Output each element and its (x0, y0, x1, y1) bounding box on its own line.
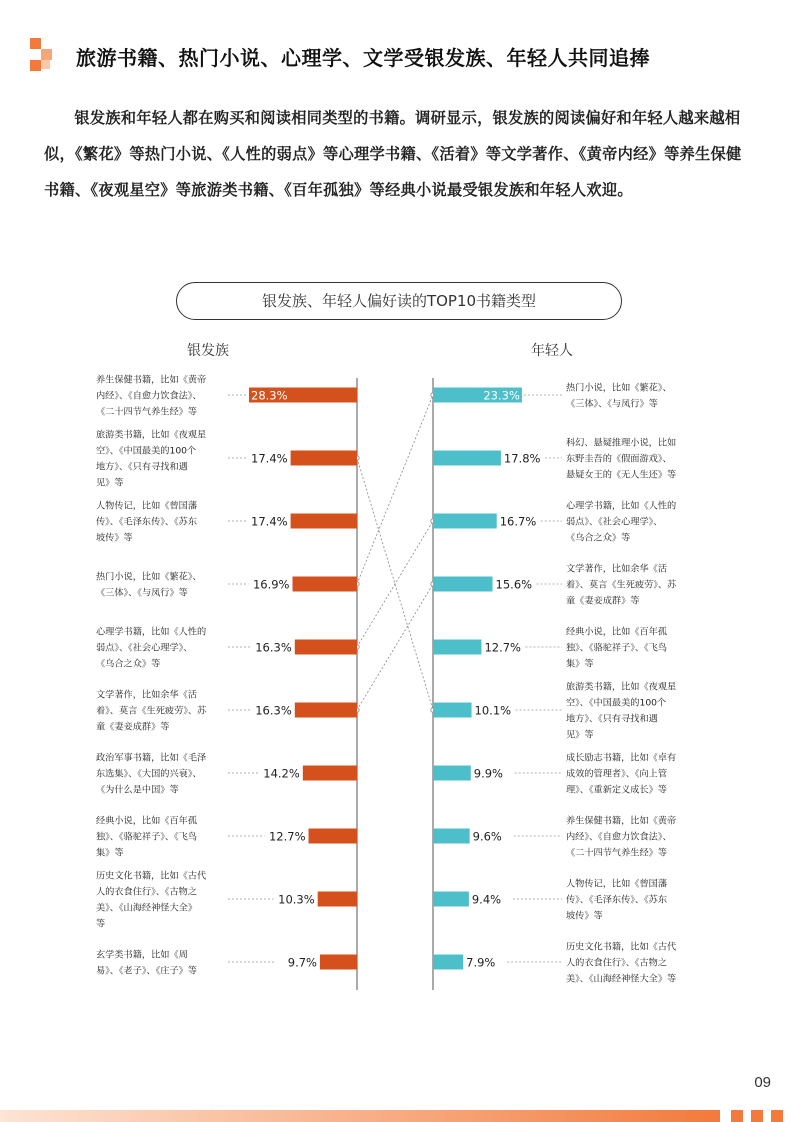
young-bar (433, 514, 497, 529)
young-category-label: 坡传》等 (566, 910, 603, 922)
young-category-label: 着》、莫言《生死疲劳》、苏 (566, 579, 677, 591)
silver-category-label: 童《妻妾成群》等 (96, 721, 170, 733)
young-category-label: 空》、《中国最美的100个 (566, 697, 667, 709)
silver-category-label: 《乌合之众》等 (96, 658, 161, 670)
young-category-label: 见》等 (566, 729, 594, 741)
silver-value-label: 16.9% (252, 577, 290, 592)
young-bar (433, 766, 471, 781)
young-bar (433, 892, 469, 907)
silver-bar (318, 892, 357, 907)
young-category-label: 热门小说，比如《繁花》、 (566, 382, 672, 394)
silver-bar (320, 955, 357, 970)
silver-category-label: 美》、《山海经神怪大全》 (96, 902, 198, 914)
young-bar (433, 451, 501, 466)
young-value-label: 17.8% (503, 451, 541, 466)
silver-column-header: 银发族 (187, 343, 229, 359)
silver-category-label: 人的衣食住行》、《古物之 (96, 886, 198, 898)
silver-category-label: 地方》、《只有寻找和遇 (96, 461, 188, 473)
young-value-label: 9.9% (473, 766, 503, 781)
silver-category-label: 心理学书籍，比如《人性的 (96, 626, 207, 638)
silver-category-label: 着》、莫言《生死疲劳》、苏 (96, 705, 207, 717)
rank-connector-line (357, 521, 433, 647)
young-category-label: 成效的管理者》、《向上管 (566, 768, 668, 780)
silver-bar (293, 577, 357, 592)
silver-category-label: 集》等 (96, 847, 124, 859)
silver-value-label: 9.7% (287, 955, 317, 970)
young-category-label: 东野圭吾的《假面游戏》、 (566, 453, 672, 465)
silver-category-label: 东选集》、《大国的兴衰》、 (96, 768, 202, 780)
young-category-label: 心理学书籍，比如《人性的 (566, 500, 677, 512)
silver-category-label: 《二十四节气养生经》等 (96, 406, 198, 418)
young-category-label: 人物传记，比如《曾国藩 (566, 878, 668, 890)
intro-paragraph: 银发族和年轻人都在购买和阅读相同类型的书籍。调研显示，银发族的阅读偏好和年轻人越来越相似，《繁花》等热门小说、《人性的弱点》等心理学书籍、《活着》等文学著作、《黄帝内经》等养生保健书籍、《夜观星空》等旅游类书籍、《百年孤独》等经典小说最受银发族和年轻人欢迎。 (44, 109, 742, 199)
young-category-label: 悬疑女王的《无人生还》等 (566, 469, 677, 481)
young-category-label: 理》、《重新定义成长》等 (566, 784, 668, 796)
silver-bar (291, 451, 357, 466)
silver-category-label: 玄学类书籍，比如《周 (96, 949, 188, 961)
young-bar (433, 577, 493, 592)
silver-category-label: 热门小说，比如《繁花》、 (96, 571, 202, 583)
young-category-label: 地方》、《只有寻找和遇 (566, 713, 658, 725)
silver-bar (291, 514, 357, 529)
young-value-label: 9.6% (472, 829, 502, 844)
young-bar (433, 829, 470, 844)
young-bar (433, 640, 481, 655)
young-value-label: 10.1% (474, 703, 512, 718)
young-bar (433, 955, 463, 970)
chart-title: 银发族、年轻人偏好读的TOP10书籍类型 (176, 282, 622, 320)
young-category-label: 养生保健书籍，比如《黄帝 (566, 815, 677, 827)
young-category-label: 科幻、悬疑推理小说，比如 (566, 437, 677, 449)
young-category-label: 旅游类书籍，比如《夜观星 (566, 681, 677, 693)
silver-category-label: 坡传》等 (96, 532, 133, 544)
footer-square (751, 1110, 763, 1122)
young-category-label: 经典小说，比如《百年孤 (566, 626, 668, 638)
silver-category-label: 文学著作，比如余华《活 (96, 689, 198, 701)
silver-bar (303, 766, 357, 781)
silver-value-label: 10.3% (278, 892, 315, 907)
young-category-label: 内经》、《自愈力饮食法》、 (566, 831, 672, 843)
silver-category-label: 易》、《老子》、《庄子》等 (96, 965, 198, 977)
silver-value-label: 17.4% (251, 514, 288, 529)
silver-category-label: 内经》、《自愈力饮食法》、 (96, 390, 202, 402)
young-value-label: 16.7% (499, 514, 537, 529)
silver-category-label: 《为什么是中国》等 (96, 784, 179, 796)
young-value-label: 12.7% (484, 640, 522, 655)
page-title: 旅游书籍、热门小说、心理学、文学受银发族、年轻人共同追捧 (76, 46, 650, 70)
young-category-label: 《乌合之众》等 (566, 532, 631, 544)
rank-connector-line (357, 395, 433, 584)
young-category-label: 《三体》、《与凤行》等 (566, 398, 658, 410)
silver-category-label: 历史文化书籍，比如《古代 (96, 870, 207, 882)
page-number: 09 (754, 1074, 771, 1091)
silver-value-label: 16.3% (255, 640, 292, 655)
rank-connector-line (357, 584, 433, 710)
silver-category-label: 人物传记，比如《曾国藩 (96, 500, 198, 512)
silver-category-label: 见》等 (96, 477, 124, 489)
silver-category-label: 经典小说，比如《百年孤 (96, 815, 198, 827)
silver-value-label: 12.7% (268, 829, 306, 844)
footer-square (731, 1110, 743, 1122)
silver-category-label: 空》、《中国最美的100个 (96, 445, 197, 457)
young-category-label: 传》、《毛泽东传》、《苏东 (566, 894, 668, 906)
silver-value-label: 17.4% (251, 451, 288, 466)
silver-category-label: 独》、《骆驼祥子》、《飞鸟 (96, 831, 198, 843)
young-value-label: 15.6% (495, 577, 533, 592)
young-category-label: 《二十四节气养生经》等 (566, 847, 668, 859)
silver-bar (309, 829, 357, 844)
silver-value-label: 14.2% (263, 766, 300, 781)
young-value-label: 9.4% (471, 892, 502, 907)
footer-gradient-bar (0, 1110, 720, 1122)
young-category-label: 独》、《骆驼祥子》、《飞鸟 (566, 642, 668, 654)
silver-bar (295, 640, 357, 655)
young-category-label: 集》等 (566, 658, 594, 670)
young-column-header: 年轻人 (531, 343, 573, 359)
young-category-label: 成长励志书籍，比如《卓有 (566, 752, 677, 764)
young-category-label: 历史文化书籍，比如《古代 (566, 941, 677, 953)
young-category-label: 美》、《山海经神怪大全》等 (566, 973, 677, 985)
young-category-label: 文学著作，比如余华《活 (566, 563, 668, 575)
young-category-label: 童《妻妾成群》等 (566, 595, 640, 607)
silver-category-label: 旅游类书籍，比如《夜观星 (96, 429, 207, 441)
young-value-label: 7.9% (466, 955, 496, 970)
silver-value-label: 28.3% (251, 388, 288, 403)
young-category-label: 人的衣食住行》、《古物之 (566, 957, 668, 969)
silver-category-label: 等 (96, 918, 106, 930)
silver-category-label: 政治军事书籍，比如《毛泽 (96, 752, 207, 764)
young-category-label: 弱点》、《社会心理学》、 (566, 516, 663, 528)
young-value-label: 23.3% (483, 388, 520, 403)
silver-category-label: 《三体》、《与凤行》等 (96, 587, 188, 599)
footer-square (771, 1110, 783, 1122)
silver-bar (295, 703, 357, 718)
silver-category-label: 弱点》、《社会心理学》、 (96, 642, 193, 654)
silver-category-label: 传》、《毛泽东传》、《苏东 (96, 516, 198, 528)
silver-category-label: 养生保健书籍，比如《黄帝 (96, 374, 207, 386)
silver-value-label: 16.3% (255, 703, 292, 718)
young-bar (433, 703, 472, 718)
